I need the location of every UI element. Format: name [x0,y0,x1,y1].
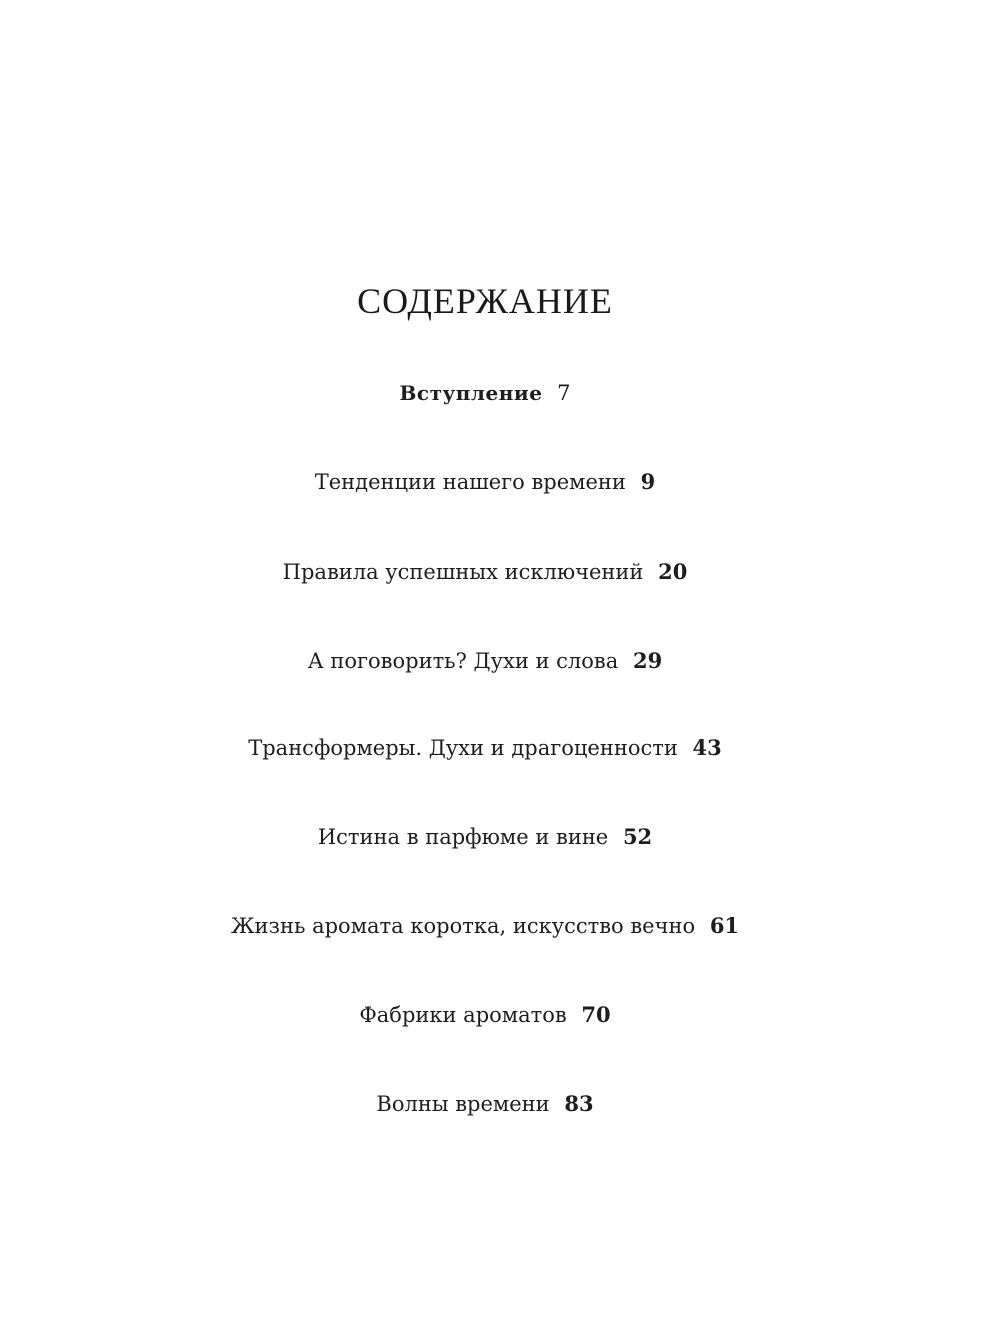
toc-entry-page-number: 61 [709,913,740,938]
toc-entry[interactable] [0,646,970,676]
toc-entry-label: Фабрики ароматов [359,1003,567,1027]
toc-entry-page-number: 43 [692,735,722,760]
toc-entry-page-number: 70 [581,1002,611,1027]
toc-entry-page-number: 52 [622,824,653,849]
toc-entry-label: А поговорить? Духи и слова [307,649,619,673]
toc-entry-page-number: 9 [640,469,656,494]
toc-entry[interactable] [0,467,970,497]
toc-entry[interactable] [0,733,970,763]
toc-entry-page-number: 83 [564,1091,594,1116]
toc-entry[interactable] [0,378,970,408]
toc-entry-label: Правила успешных исключений [282,560,644,584]
toc-entry-page-number: 7 [557,381,571,405]
toc-entry[interactable] [0,557,970,587]
toc-entry[interactable] [0,911,970,941]
toc-entry-label: Вступление [399,381,543,405]
toc-entry-page-number: 20 [658,559,688,584]
toc-entry[interactable] [0,1089,970,1119]
toc-entry-page-number: 29 [632,648,663,673]
toc-entry[interactable] [0,822,970,852]
toc-title: СОДЕРЖАНИЕ [357,281,613,321]
toc-entry-label: Жизнь аромата коротка, искусство вечно [230,914,696,938]
toc-entry[interactable] [0,1000,970,1030]
toc-entry-label: Тенденции нашего времени [314,470,626,494]
toc-entry-label: Истина в парфюме и вине [317,825,609,849]
toc-entry-label: Волны времени [376,1092,550,1116]
toc-entry-label: Трансформеры. Духи и драгоценности [248,736,678,760]
